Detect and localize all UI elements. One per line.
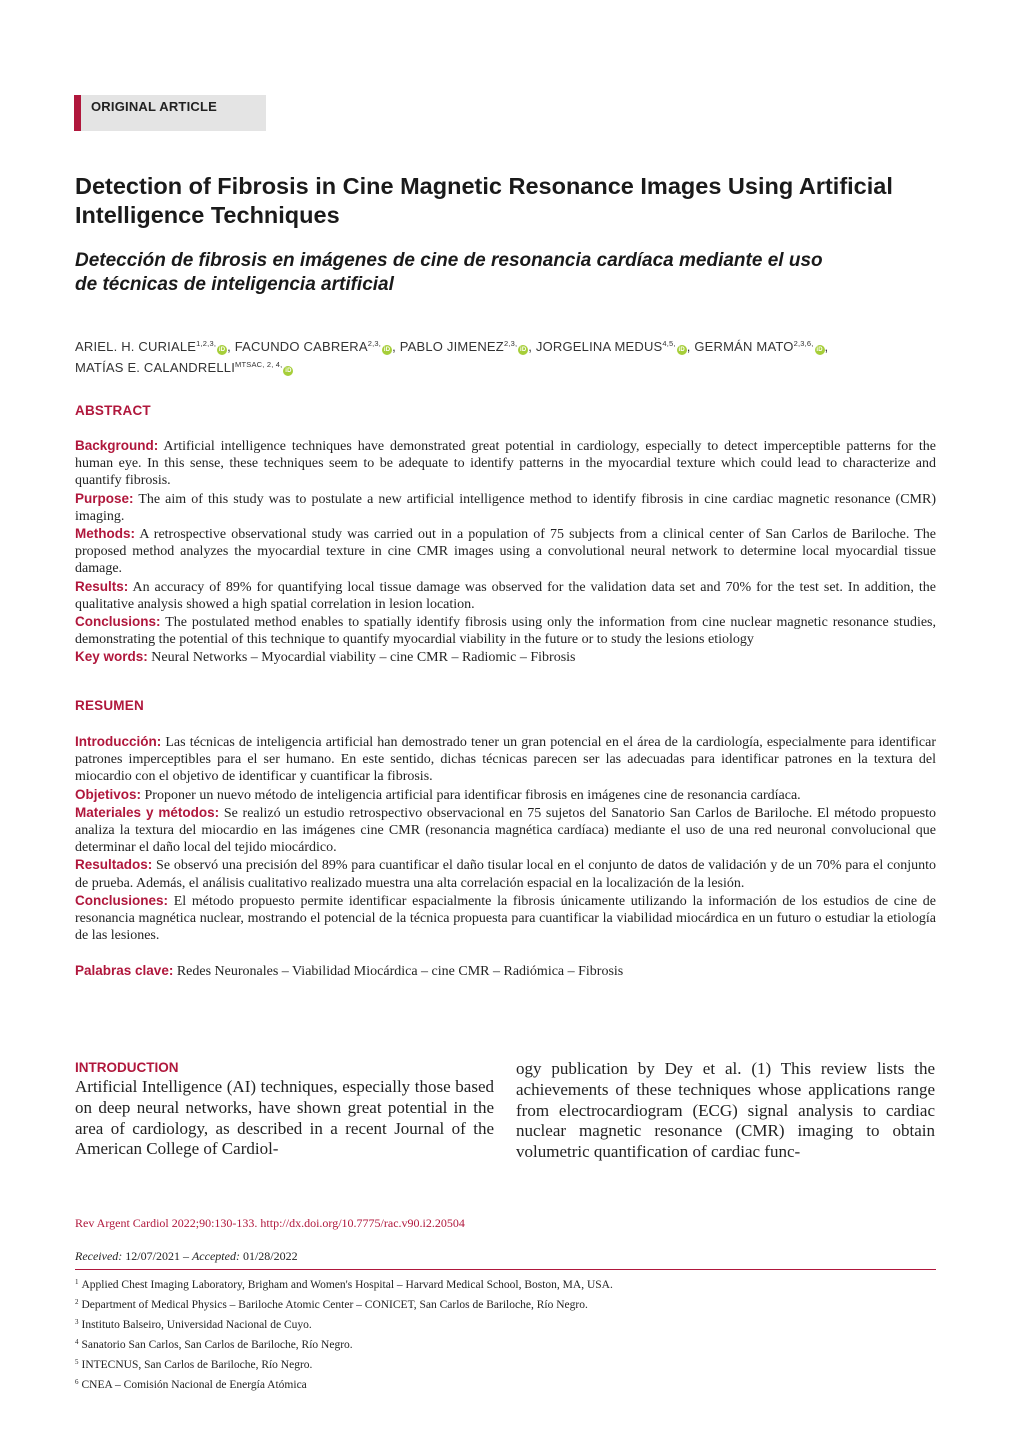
- abstract-keywords: Key words: Neural Networks – Myocardial viability – cine CMR – Radiomic – Fibrosis: [75, 649, 576, 666]
- affiliation-item: $^2$ Department of Medical Physics – Bariloche Atomic Center – CONICET, San Carlos de Bariloche, Río Negro.: [75, 1298, 588, 1311]
- citation-link[interactable]: Rev Argent Cardiol 2022;90:130-133. http://dx.doi.org/10.7775/rac.v90.i2.20504: [75, 1216, 465, 1230]
- abstract-background: Background: Artificial intelligence techniques have demonstrated great potential in cardiology, especially to detect imperceptible patterns for the human eye. In this sense, these techniques seem to be adequate to identify patterns in the myocardial texture which could lead to characterize and quantify fibrosis.: [75, 438, 936, 489]
- author[interactable]: PABLO $JIMENEZ^{2,3,}iD$ ,: [399, 339, 536, 354]
- author[interactable]: MATÍAS E. $CALANDRELLI^{MTSAC, 2, 4,}iD$: [75, 360, 292, 375]
- affiliation-item: $^4$ Sanatorio San Carlos, San Carlos de Bariloche, Río Negro.: [75, 1338, 353, 1351]
- author[interactable]: ARIEL. H. $CURIALE^{1,2,3,}iD$ ,: [75, 339, 235, 354]
- intro-paragraph-right: ogy publication by Dey et al. (1) This review lists the achievements of these techniques whose applications range from electrocardiogram (ECG) signal analysis to cardiac nuclear magnetic resonance (CMR) imaging to obtain volumetric quantification of cardiac func-: [516, 1059, 935, 1162]
- resumen-conclusiones: Conclusiones: El método propuesto permite identificar espacialmente la fibrosis únicamente utilizando la información de los estudios de cine de resonancia magnética nuclear, mostrando el potencial de la técnica propuesta para cuantificar la viabilidad miocárdica en un futuro o estudiar la etiología de las lesiones.: [75, 892, 937, 944]
- article-subtitle: Detección de fibrosis en imágenes de cine de resonancia cardíaca mediante el uso de técnicas de inteligencia artificial: [75, 250, 823, 295]
- resumen-resultados: Resultados: Se observó una precisión del 89% para cuantificar el daño tisular local en el conjunto de datos de validación y de un 70% para el conjunto de prueba. Además, el análisis cualitativo realizado muestra una alta correlación espacial en la localización de la lesión.: [75, 857, 937, 891]
- intro-column-left: [75, 1059, 494, 1160]
- resumen-objetivos: Objetivos: Proponer un nuevo método de inteligencia artificial para identificar fibrosis en imágenes cine de resonancia cardíaca.: [75, 786, 801, 803]
- orcid-icon[interactable]: iD: [218, 347, 226, 353]
- resumen-palabras-clave: Palabras clave: Redes Neuronales – Viabilidad Miocárdica – cine CMR – Radiómica – Fibrosis: [75, 963, 624, 980]
- affiliation-item: $^5$ INTECNUS, San Carlos de Bariloche, Río Negro.: [75, 1358, 313, 1371]
- orcid-icon[interactable]: iD: [816, 347, 823, 353]
- resumen-heading: RESUMEN: [75, 698, 144, 713]
- article-type-label: ORIGINAL ARTICLE: [91, 99, 217, 114]
- footer-divider: [75, 1269, 936, 1270]
- abstract-purpose: Purpose: The aim of this study was to postulate a new artificial intelligence method to identify fibrosis in cine cardiac magnetic resonance (CMR) imaging.: [75, 490, 937, 524]
- intro-paragraph-left: Artificial Intelligence (AI) techniques, especially those based on deep neural networks, have shown great potential in the area of cardiology, as described in a recent Journal of the American College of Cardiol-: [75, 1077, 494, 1159]
- resumen-materiales: Materiales y métodos: Se realizó un estudio retrospectivo observacional en 75 sujetos del Sanatorio San Carlos de Bariloche. El método propuesto analiza la textura del miocardio en las imágenes cine CMR (resonancia magnética cardíaca) mediante el uso de una red neuronal convolucional que determinar el daño local del tejido miocárdico.: [75, 804, 937, 856]
- article-title: Detection of Fibrosis in Cine Magnetic Resonance Images Using Artificial Intelligence Techniques: [75, 173, 893, 228]
- author-list: [75, 335, 945, 377]
- orcid-icon[interactable]: iD: [678, 347, 685, 353]
- article-type-tag: [74, 95, 266, 131]
- abstract-methods: Methods: A retrospective observational study was carried out in a population of 75 subjects from a clinical center of San Carlos de Bariloche. The proposed method analyzes the myocardial texture in cine CMR images using a convolutional neural network to determine local myocardial tissue damage.: [75, 526, 936, 577]
- affiliation-item: $^6$ CNEA – Comisión Nacional de Energía Atómica: [75, 1378, 307, 1391]
- received-dates: Received: 12/07/2021 – Accepted: 01/28/2022: [75, 1249, 298, 1263]
- affiliation-item: $^1$ Applied Chest Imaging Laboratory, Brigham and Women's Hospital – Harvard Medical School, Boston, MA, USA.: [75, 1278, 613, 1291]
- orcid-icon[interactable]: iD: [285, 368, 292, 374]
- author[interactable]: GERMÁN $MATO^{2,3,6,}iD$ ,: [694, 339, 829, 354]
- affiliation-item: $^3$ Instituto Balseiro, Universidad Nacional de Cuyo.: [75, 1318, 312, 1331]
- abstract-conclusions: Conclusions: The postulated method enables to spatially identify fibrosis using only the information from cine nuclear magnetic resonance studies, demonstrating the potential of this technique to quantify myocardial viability in the future or to study the lesions etiology: [75, 614, 936, 648]
- orcid-icon[interactable]: iD: [383, 347, 391, 353]
- intro-column-right: [516, 1059, 935, 1163]
- abstract-results: Results: An accuracy of 89% for quantifying local tissue damage was observed for the validation data set and 70% for the test set. In addition, the qualitative analysis showed a high spatial correlation in lesion location.: [75, 578, 936, 612]
- resumen-introduccion: Introducción: Las técnicas de inteligencia artificial han demostrado tener un gran potencial en el área de la cardiología, especialmente para identificar patrones imperceptibles para el ser humano. En este sentido, dichas técnicas parecen ser las adecuadas para identificar patrones en la textura del miocardio con el objetivo de identificar y cuantificar la fibrosis.: [75, 734, 936, 785]
- author[interactable]: FACUNDO $CABRERA^{2,3,}iD$ ,: [234, 339, 400, 354]
- introduction-heading: INTRODUCTION: [75, 1060, 179, 1075]
- affiliations: [75, 1274, 936, 1394]
- abstract-heading: ABSTRACT: [75, 403, 151, 418]
- abstract-body: [75, 437, 936, 667]
- resumen-body: [75, 733, 936, 981]
- orcid-icon[interactable]: iD: [520, 347, 527, 353]
- author[interactable]: JORGELINA $MEDUS^{4,5,}iD$ ,: [535, 339, 695, 354]
